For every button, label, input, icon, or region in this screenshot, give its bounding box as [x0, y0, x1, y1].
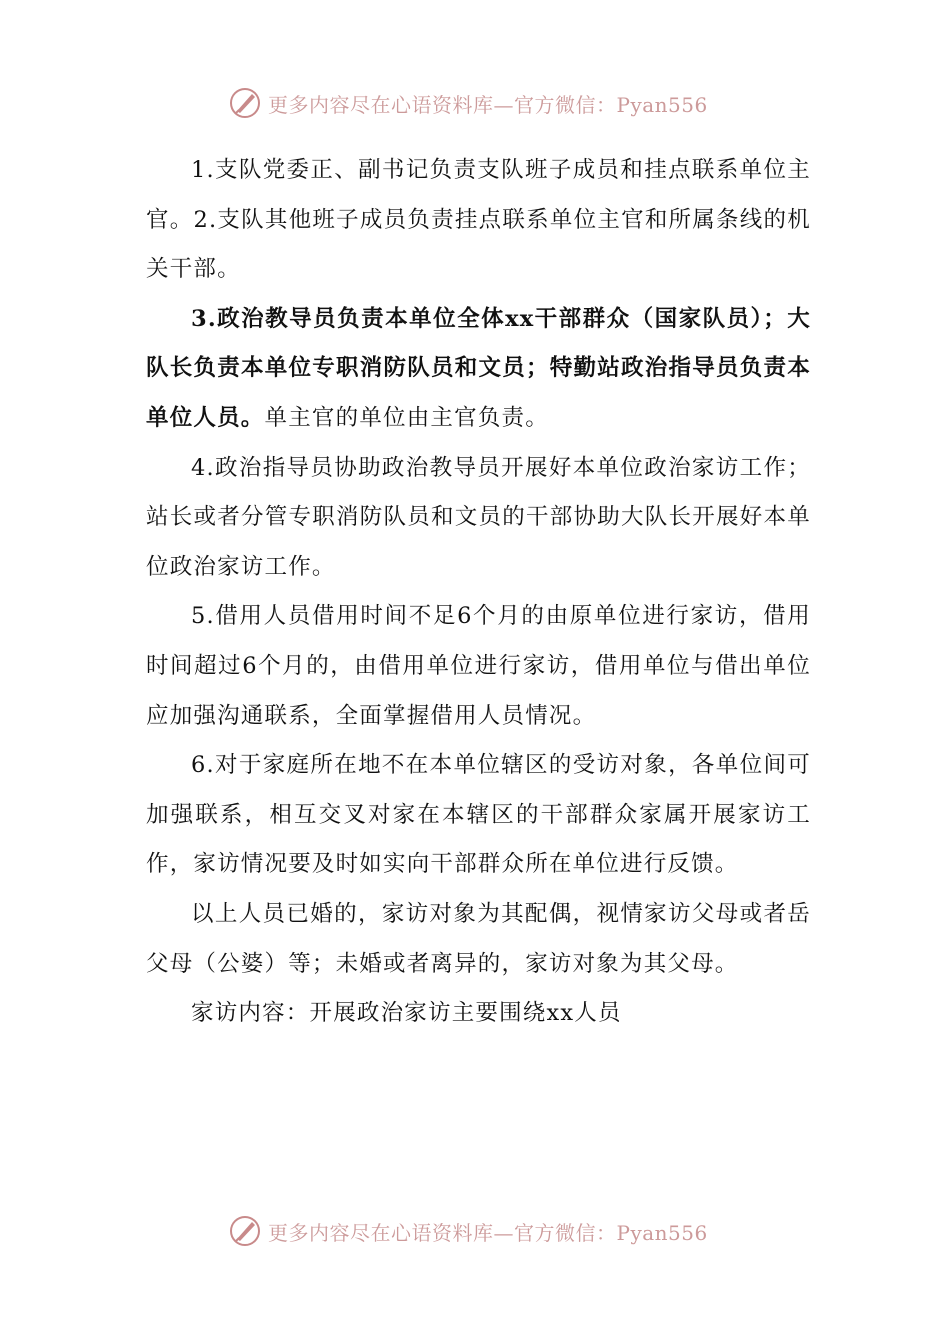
document-body — [146, 146, 811, 1039]
paragraph-5: 5.借用人员借用时间不足6个月的由原单位进行家访，借用时间超过6个月的，由借用单位进行家访，借用单位与借出单位应加强沟通联系，全面掌握借用人员情况。 — [146, 603, 811, 729]
paragraph-visit-content: 家访内容：开展政治家访主要围绕xx人员 — [191, 1000, 622, 1027]
paragraph-3-bold: 3.政治教导员负责本单位全体xx干部群众（国家队员）；大队长负责本单位专职消防队员和文员；特勤站政治指导员负责本单位人员。 — [146, 305, 811, 431]
paragraph-6: 6.对于家庭所在地不在本单位辖区的受访对象，各单位间可加强联系，相互交叉对家在本辖区的干部群众家属开展家访工作，家访情况要及时如实向干部群众所在单位进行反馈。 — [146, 752, 811, 878]
watermark-banner-bottom — [228, 1211, 748, 1251]
paragraph-3-rest: 单主官的单位由主官负责。 — [264, 404, 549, 431]
paragraph-1: 1.支队党委正、副书记负责支队班子成员和挂点联系单位主官。2.支队其他班子成员负责挂点联系单位主官和所属条线的机关干部。 — [146, 157, 811, 283]
watermark-text: 更多内容尽在心语资料库—官方微信：Pyan556 — [268, 92, 708, 117]
watermark-text: 更多内容尽在心语资料库—官方微信：Pyan556 — [268, 1220, 708, 1245]
paragraph-married: 以上人员已婚的，家访对象为其配偶，视情家访父母或者岳父母（公婆）等；未婚或者离异的，家访对象为其父母。 — [146, 900, 811, 977]
pen-feather-icon — [228, 86, 262, 120]
paragraph-3 — [146, 295, 811, 444]
watermark-banner-top — [228, 83, 748, 123]
paragraph-4: 4.政治指导员协助政治教导员开展好本单位政治家访工作；站长或者分管专职消防队员和文员的干部协助大队长开展好本单位政治家访工作。 — [146, 454, 811, 580]
pen-feather-icon — [228, 1214, 262, 1248]
